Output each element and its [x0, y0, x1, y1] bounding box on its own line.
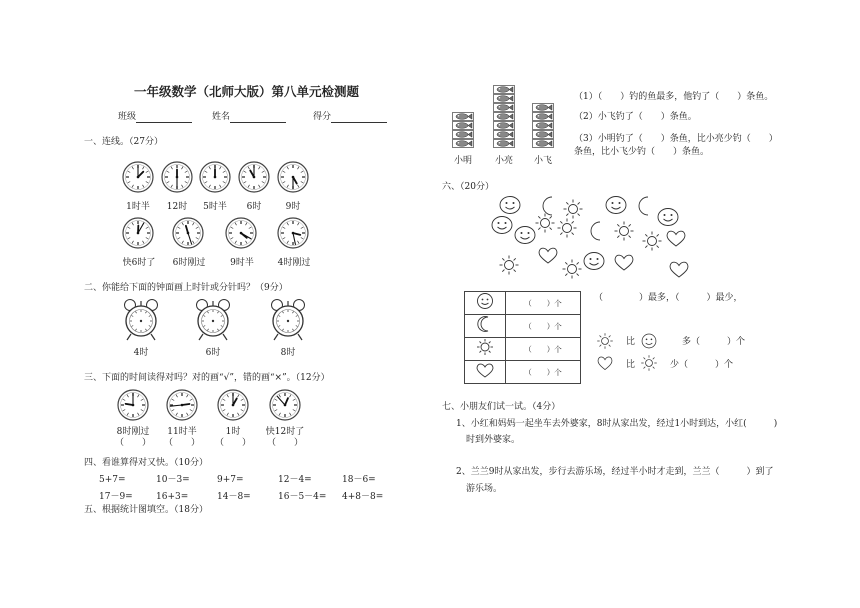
tally-row-sun — [465, 338, 581, 361]
compare-more-text: 多（ ）个 — [682, 337, 746, 347]
fish-icon — [493, 139, 515, 148]
fish-column-name: 小明 — [453, 156, 472, 166]
clock-face — [171, 216, 205, 250]
fish-icon — [532, 121, 554, 130]
clock-face — [224, 216, 258, 250]
heart-icon — [612, 251, 636, 273]
arithmetic-item[interactable]: 12－4= — [278, 475, 312, 485]
fish-icon — [452, 130, 474, 139]
compare-word-2: 比 — [626, 360, 636, 370]
section-7-heading: 七、小朋友们试一试。（4分） — [442, 402, 561, 412]
heart-icon — [536, 244, 560, 266]
compare-heart-icon — [596, 354, 614, 376]
answer-blank[interactable]: （ ） — [163, 438, 200, 448]
sun-icon — [465, 338, 506, 361]
answer-blank[interactable]: （ ） — [114, 438, 151, 448]
shape-tally-table — [464, 291, 581, 384]
time-label: 4时刚过 — [277, 258, 311, 268]
fish-column-name: 小飞 — [533, 156, 552, 166]
fish-icon — [452, 139, 474, 148]
judge-label: 8时刚过 — [116, 427, 150, 437]
alarm-label: 4时 — [133, 348, 149, 358]
compare-sun-icon-2 — [640, 354, 658, 376]
fish-icon — [493, 121, 515, 130]
sun-icon — [612, 220, 636, 242]
time-label: 9时半 — [230, 258, 254, 268]
clock-face — [268, 388, 302, 422]
arithmetic-item[interactable]: 17－9= — [99, 492, 133, 502]
fish-icon — [493, 130, 515, 139]
sec7-problem-2-line-1: 2、兰兰9时从家出发，步行去游乐场，经过半小时才走到，兰兰（ ）到了 — [456, 467, 774, 477]
fish-icon — [493, 94, 515, 103]
fish-column-name: 小亮 — [494, 156, 513, 166]
sec6-question-1: （ ）最多，（ ）最少， — [594, 293, 743, 303]
clock-face — [276, 160, 310, 194]
alarm-clock[interactable] — [268, 298, 308, 342]
smiley-icon — [604, 194, 628, 216]
fish-icon — [532, 139, 554, 148]
compare-less-text: 少（ ）个 — [670, 360, 734, 370]
smiley-icon — [490, 214, 514, 236]
compare-smiley-icon — [640, 332, 658, 354]
name-field: 姓名 — [212, 112, 286, 123]
class-field: 班级 — [118, 112, 192, 123]
fish-icon — [452, 112, 474, 121]
tally-value-moon: （ ）个 — [506, 315, 581, 338]
alarm-label: 6时 — [205, 348, 221, 358]
time-label: 1时半 — [126, 202, 150, 212]
clock-face — [198, 160, 232, 194]
alarm-clock[interactable] — [193, 298, 233, 342]
fish-icon — [532, 103, 554, 112]
arithmetic-item[interactable]: 16+3= — [156, 492, 189, 502]
sec5-question-2: （2）小飞钓了（ ）条鱼。 — [574, 112, 697, 122]
arithmetic-item[interactable]: 18－6= — [342, 475, 376, 485]
section-3-heading: 三、下面的时间读得对吗？对的画“√”，错的画“×”。（12分） — [84, 373, 330, 383]
sun-icon — [497, 254, 521, 276]
heart-icon — [465, 361, 506, 384]
fish-icon — [493, 85, 515, 94]
score-field: 得分 — [313, 112, 387, 123]
clock-face — [121, 160, 155, 194]
alarm-clock[interactable] — [121, 298, 161, 342]
arithmetic-item[interactable]: 10－3= — [156, 475, 190, 485]
tally-value-smiley: （ ）个 — [506, 292, 581, 315]
smiley-icon — [656, 206, 680, 228]
arithmetic-item[interactable]: 5+7= — [99, 475, 126, 485]
sec5-question-3-line-2: 条鱼，比小飞少钓（ ）条鱼。 — [574, 147, 710, 157]
section-1-heading: 一、连线。（27分） — [84, 137, 163, 147]
arithmetic-item[interactable]: 9+7= — [217, 475, 244, 485]
fish-icon — [452, 121, 474, 130]
clock-face — [165, 388, 199, 422]
smiley-icon — [582, 250, 606, 272]
compare-sun-icon — [596, 332, 614, 354]
clock-face — [121, 216, 155, 250]
sec7-problem-2-line-2: 游乐场。 — [466, 484, 503, 494]
sec5-question-1: （1）（ ）钓的鱼最多，他钓了（ ）条鱼。 — [574, 92, 774, 102]
alarm-label: 8时 — [280, 348, 296, 358]
time-label: 快6时了 — [122, 258, 156, 268]
sec5-question-3-line-1: （3）小明钓了（ ）条鱼，比小亮少钓（ ） — [574, 134, 778, 144]
clock-face — [276, 216, 310, 250]
compare-word-1: 比 — [626, 337, 636, 347]
section-4-heading: 四、看谁算得对又快。（10分） — [84, 458, 208, 468]
smiley-icon — [465, 292, 506, 315]
fish-icon — [532, 112, 554, 121]
tally-value-sun: （ ）个 — [506, 338, 581, 361]
fish-icon — [532, 130, 554, 139]
answer-blank[interactable]: （ ） — [266, 438, 303, 448]
section-5-heading: 五、根据统计图填空。（18分） — [84, 505, 208, 515]
tally-row-heart — [465, 361, 581, 384]
heart-icon — [667, 258, 691, 280]
time-label: 12时 — [166, 202, 188, 212]
page-title: 一年级数学（北师大版）第八单元检测题 — [134, 84, 360, 99]
clock-face — [216, 388, 250, 422]
judge-label: 1时 — [225, 427, 241, 437]
tally-row-smiley — [465, 292, 581, 315]
time-label: 9时 — [285, 202, 301, 212]
answer-blank[interactable]: （ ） — [214, 438, 251, 448]
sun-icon — [640, 230, 664, 252]
fish-icon — [493, 112, 515, 121]
clock-face — [160, 160, 194, 194]
sec7-problem-1-line-2: 时到外婆家。 — [466, 435, 521, 445]
smiley-icon — [513, 224, 537, 246]
tally-row-moon — [465, 315, 581, 338]
clock-face — [116, 388, 150, 422]
arithmetic-item[interactable]: 16－5－4= — [278, 492, 327, 502]
section-2-heading: 二、你能给下面的钟面画上时针或分针吗？（9分） — [84, 283, 288, 293]
smiley-icon — [498, 194, 522, 216]
time-label: 6时刚过 — [172, 258, 206, 268]
clock-face — [237, 160, 271, 194]
judge-label: 快12时了 — [265, 427, 305, 437]
moon-icon — [584, 220, 608, 242]
sun-icon — [555, 217, 579, 239]
sec7-problem-1-line-1: 1、小红和妈妈一起坐车去外婆家，8时从家出发，经过1小时到达，小红( ) — [456, 419, 778, 429]
judge-label: 11时半 — [167, 427, 197, 437]
time-label: 5时半 — [203, 202, 227, 212]
arithmetic-item[interactable]: 4+8－8= — [342, 492, 384, 502]
sun-icon — [560, 258, 584, 280]
moon-icon — [632, 195, 656, 217]
tally-value-heart: （ ）个 — [506, 361, 581, 384]
section-6-heading: 六、（20分） — [442, 182, 494, 192]
heart-icon — [664, 227, 688, 249]
time-label: 6时 — [246, 202, 262, 212]
fish-icon — [493, 103, 515, 112]
moon-icon — [465, 315, 506, 338]
arithmetic-item[interactable]: 14－8= — [217, 492, 251, 502]
